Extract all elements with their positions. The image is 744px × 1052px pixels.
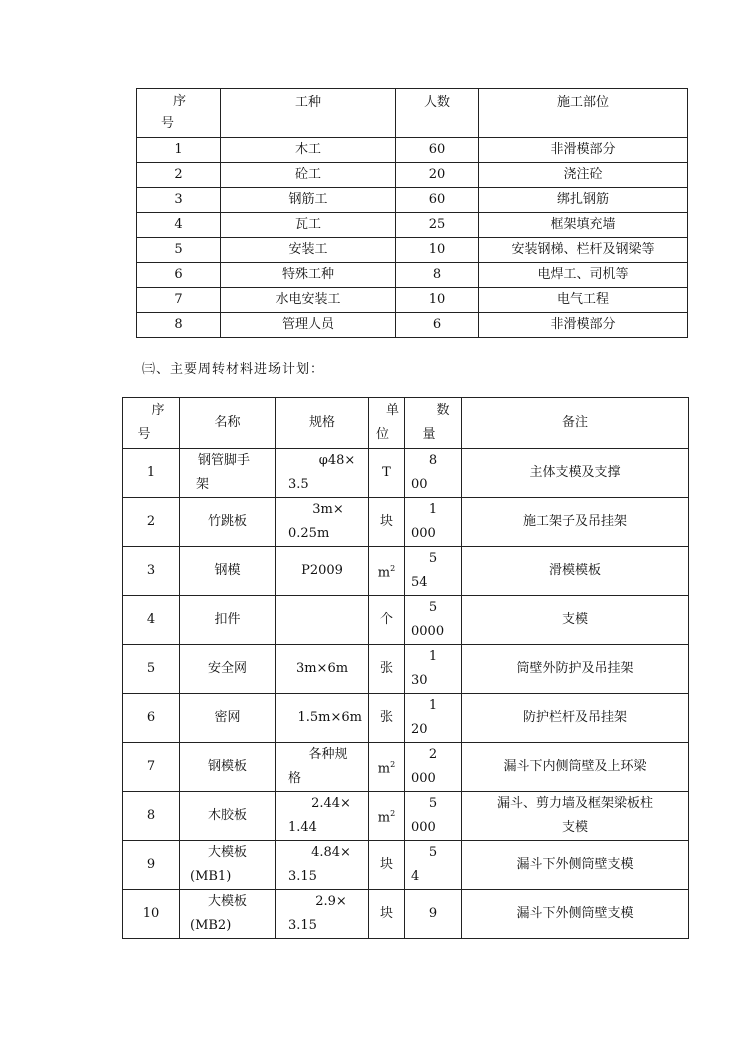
cell-spec: 2.9× 3.15 bbox=[276, 890, 369, 939]
header-unit: 单 位 bbox=[369, 398, 405, 449]
cell-note: 支模 bbox=[462, 596, 689, 645]
cell-note: 漏斗下外侧筒壁支模 bbox=[462, 890, 689, 939]
cell-spec: 2.44× 1.44 bbox=[276, 792, 369, 841]
cell-trade: 砼工 bbox=[221, 163, 396, 188]
cell-qty: 2 000 bbox=[405, 743, 462, 792]
cell-name: 密网 bbox=[180, 694, 276, 743]
cell-qty: 8 00 bbox=[405, 449, 462, 498]
cell-qty: 5 54 bbox=[405, 547, 462, 596]
table-row bbox=[137, 288, 688, 313]
cell-count: 20 bbox=[396, 163, 479, 188]
cell-seq: 5 bbox=[137, 238, 221, 263]
cell-seq: 5 bbox=[123, 645, 180, 694]
table-header-row bbox=[137, 89, 688, 138]
cell-seq: 8 bbox=[137, 313, 221, 338]
cell-qty: 5 0000 bbox=[405, 596, 462, 645]
cell-trade: 钢筋工 bbox=[221, 188, 396, 213]
cell-note: 漏斗下外侧筒壁支模 bbox=[462, 841, 689, 890]
cell-name: 钢管脚手 架 bbox=[180, 449, 276, 498]
cell-note: 筒壁外防护及吊挂架 bbox=[462, 645, 689, 694]
cell-qty: 1 30 bbox=[405, 645, 462, 694]
cell-seq: 7 bbox=[137, 288, 221, 313]
cell-spec: 1.5m×6m bbox=[276, 694, 369, 743]
cell-seq: 7 bbox=[123, 743, 180, 792]
cell-unit: 个 bbox=[369, 596, 405, 645]
header-name: 名称 bbox=[180, 398, 276, 449]
header-spec: 规格 bbox=[276, 398, 369, 449]
cell-area: 安装钢梯、栏杆及钢梁等 bbox=[479, 238, 688, 263]
table-row bbox=[137, 313, 688, 338]
table-row bbox=[123, 743, 689, 792]
table-row bbox=[137, 163, 688, 188]
cell-seq: 3 bbox=[123, 547, 180, 596]
cell-name: 大模板 (MB1) bbox=[180, 841, 276, 890]
cell-trade: 特殊工种 bbox=[221, 263, 396, 288]
cell-name: 扣件 bbox=[180, 596, 276, 645]
cell-area: 电气工程 bbox=[479, 288, 688, 313]
header-area: 施工部位 bbox=[479, 89, 688, 138]
table-row bbox=[123, 890, 689, 939]
cell-spec: 各种规 格 bbox=[276, 743, 369, 792]
header-seq: 序 号 bbox=[123, 398, 180, 449]
cell-area: 浇注砼 bbox=[479, 163, 688, 188]
cell-note: 漏斗、剪力墙及框架梁板柱 支模 bbox=[462, 792, 689, 841]
cell-trade: 瓦工 bbox=[221, 213, 396, 238]
cell-name: 木胶板 bbox=[180, 792, 276, 841]
cell-seq: 1 bbox=[123, 449, 180, 498]
header-trade: 工种 bbox=[221, 89, 396, 138]
cell-name: 大模板 (MB2) bbox=[180, 890, 276, 939]
cell-unit: $m^2$ bbox=[369, 547, 405, 596]
cell-name: 竹跳板 bbox=[180, 498, 276, 547]
cell-count: 10 bbox=[396, 238, 479, 263]
cell-trade: 安装工 bbox=[221, 238, 396, 263]
table-row bbox=[123, 547, 689, 596]
header-count: 人数 bbox=[396, 89, 479, 138]
cell-name: 安全网 bbox=[180, 645, 276, 694]
cell-seq: 8 bbox=[123, 792, 180, 841]
table-row bbox=[137, 238, 688, 263]
cell-name: 钢模 bbox=[180, 547, 276, 596]
table-row bbox=[123, 596, 689, 645]
cell-unit: 块 bbox=[369, 890, 405, 939]
cell-seq: 6 bbox=[123, 694, 180, 743]
cell-trade: 管理人员 bbox=[221, 313, 396, 338]
cell-count: 60 bbox=[396, 138, 479, 163]
cell-unit: 块 bbox=[369, 841, 405, 890]
cell-note: 滑模模板 bbox=[462, 547, 689, 596]
table-row bbox=[137, 263, 688, 288]
table-row bbox=[123, 841, 689, 890]
cell-trade: 木工 bbox=[221, 138, 396, 163]
cell-spec: P2009 bbox=[276, 547, 369, 596]
materials-table bbox=[122, 397, 689, 939]
table-row bbox=[123, 449, 689, 498]
section-caption: ㈢、主要周转材料进场计划： bbox=[142, 362, 325, 377]
cell-spec: 4.84× 3.15 bbox=[276, 841, 369, 890]
cell-qty: 9 bbox=[405, 890, 462, 939]
cell-spec: 3m×6m bbox=[276, 645, 369, 694]
cell-seq: 2 bbox=[123, 498, 180, 547]
cell-seq: 6 bbox=[137, 263, 221, 288]
cell-spec bbox=[276, 596, 369, 645]
cell-qty: 1 20 bbox=[405, 694, 462, 743]
cell-count: 10 bbox=[396, 288, 479, 313]
header-seq: 序 号 bbox=[137, 89, 221, 138]
cell-name: 钢模板 bbox=[180, 743, 276, 792]
cell-count: 8 bbox=[396, 263, 479, 288]
cell-qty: 1 000 bbox=[405, 498, 462, 547]
cell-spec: φ48× 3.5 bbox=[276, 449, 369, 498]
cell-unit: 块 bbox=[369, 498, 405, 547]
labor-table bbox=[136, 88, 688, 338]
table-row bbox=[137, 213, 688, 238]
cell-unit: $m^2$ bbox=[369, 743, 405, 792]
cell-seq: 2 bbox=[137, 163, 221, 188]
table-row bbox=[137, 138, 688, 163]
cell-area: 非滑模部分 bbox=[479, 138, 688, 163]
cell-count: 6 bbox=[396, 313, 479, 338]
table-header-row bbox=[123, 398, 689, 449]
cell-area: 非滑模部分 bbox=[479, 313, 688, 338]
cell-area: 绑扎钢筋 bbox=[479, 188, 688, 213]
cell-unit: $m^2$ bbox=[369, 792, 405, 841]
cell-trade: 水电安装工 bbox=[221, 288, 396, 313]
table-row bbox=[123, 792, 689, 841]
cell-seq: 10 bbox=[123, 890, 180, 939]
cell-seq: 4 bbox=[137, 213, 221, 238]
table-row bbox=[123, 498, 689, 547]
cell-count: 60 bbox=[396, 188, 479, 213]
header-qty: 数 量 bbox=[405, 398, 462, 449]
cell-count: 25 bbox=[396, 213, 479, 238]
cell-note: 主体支模及支撑 bbox=[462, 449, 689, 498]
cell-spec: 3m× 0.25m bbox=[276, 498, 369, 547]
cell-seq: 1 bbox=[137, 138, 221, 163]
cell-seq: 4 bbox=[123, 596, 180, 645]
cell-seq: 3 bbox=[137, 188, 221, 213]
table-row bbox=[123, 645, 689, 694]
cell-note: 防护栏杆及吊挂架 bbox=[462, 694, 689, 743]
cell-note: 漏斗下内侧筒壁及上环梁 bbox=[462, 743, 689, 792]
cell-note: 施工架子及吊挂架 bbox=[462, 498, 689, 547]
table-row bbox=[123, 694, 689, 743]
cell-seq: 9 bbox=[123, 841, 180, 890]
cell-unit: T bbox=[369, 449, 405, 498]
cell-area: 电焊工、司机等 bbox=[479, 263, 688, 288]
cell-qty: 5 4 bbox=[405, 841, 462, 890]
cell-qty: 5 000 bbox=[405, 792, 462, 841]
header-note: 备注 bbox=[462, 398, 689, 449]
cell-unit: 张 bbox=[369, 645, 405, 694]
table-row bbox=[137, 188, 688, 213]
cell-unit: 张 bbox=[369, 694, 405, 743]
cell-area: 框架填充墙 bbox=[479, 213, 688, 238]
